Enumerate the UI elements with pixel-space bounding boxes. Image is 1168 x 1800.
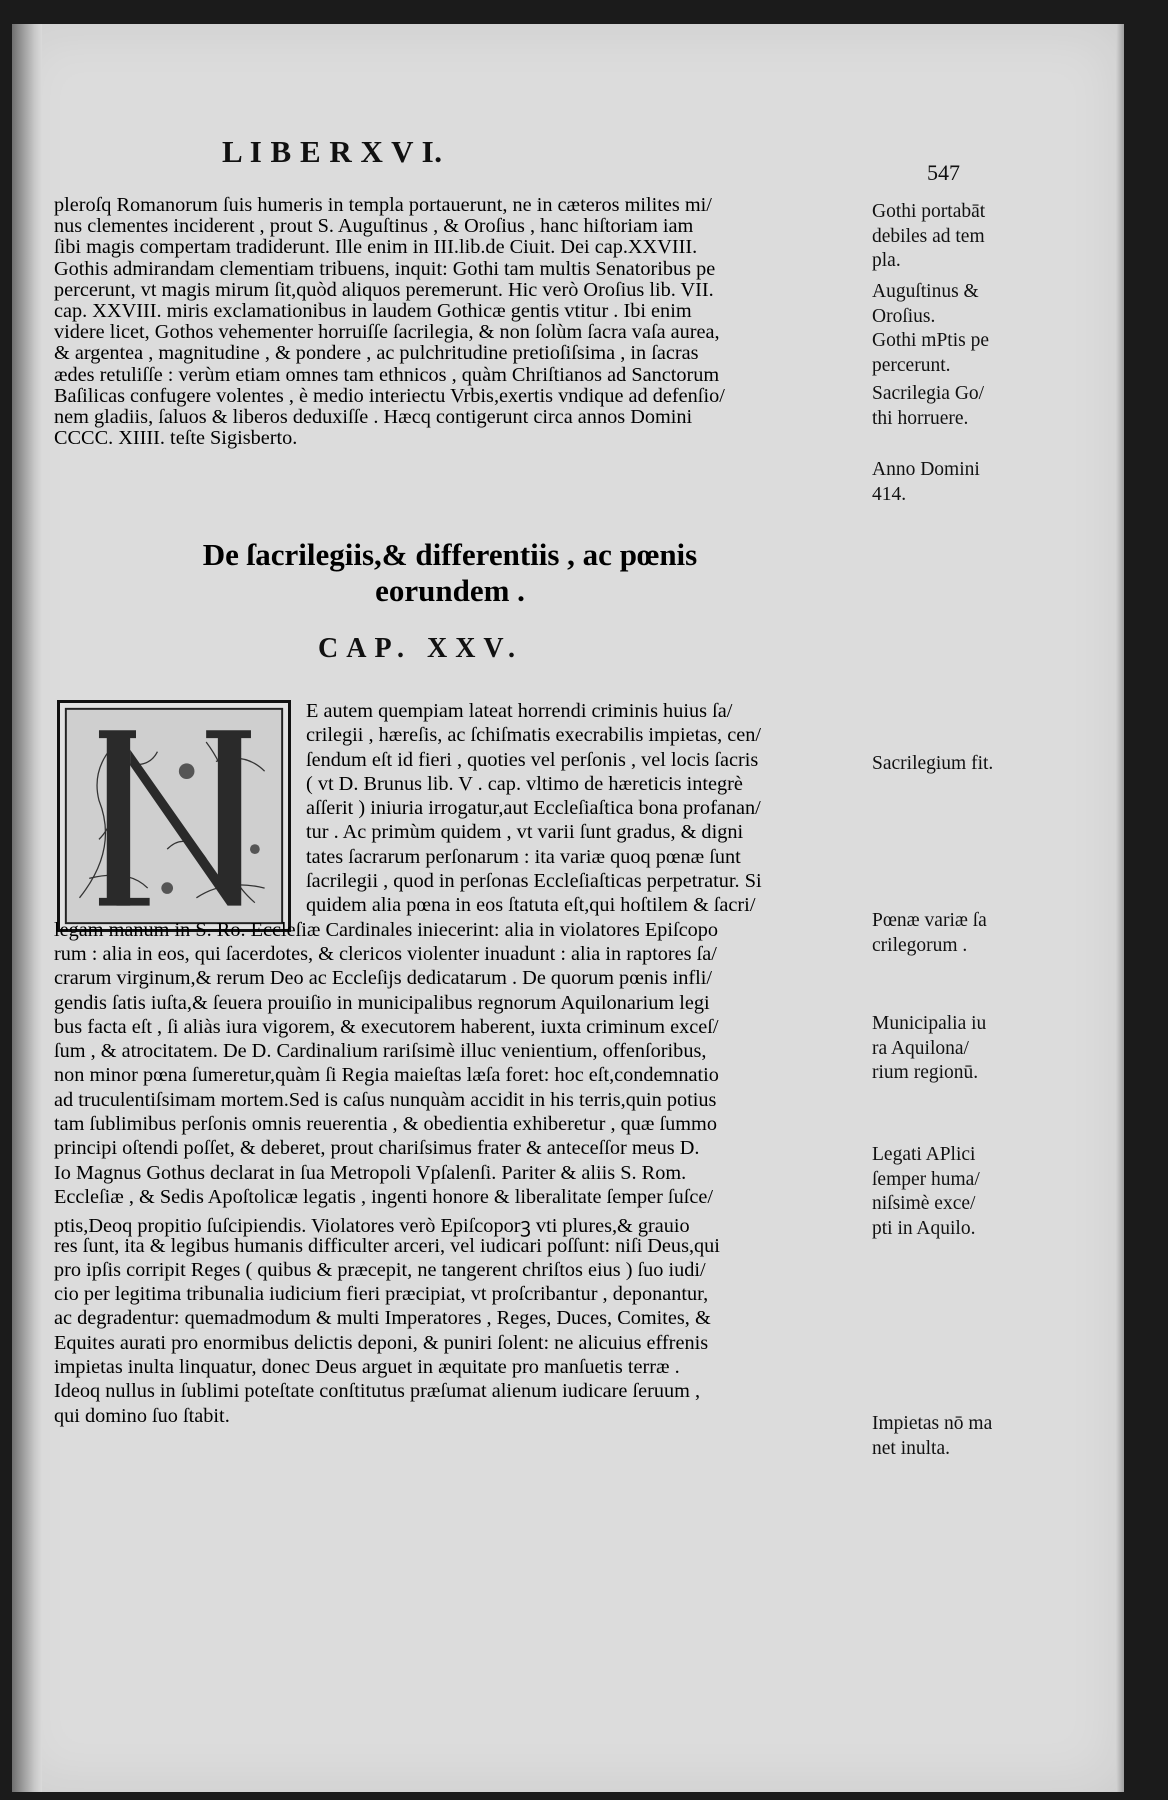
- text-line: & argentea , magnitudine , & pondere , ac pulchritudine pretioſiſsima , in ſacras: [54, 342, 699, 365]
- text-line: Gothis admirandam clementiam tribuens, inquit: Gothi tam multis Senatoribus pe: [54, 257, 716, 280]
- text-line: qui domino ſuo ſtabit.: [54, 1404, 230, 1427]
- text-line: tates ſacrarum perſonarum : ita variæ quoq pœnæ ſunt: [306, 845, 741, 868]
- text-line: cio per legitima tribunalia iudicium fieri præcipiat, vt proſcribantur , deponantur,: [54, 1283, 709, 1306]
- running-head: L I B E R X V I.: [222, 134, 443, 169]
- text-line: rum : alia in eos, qui ſacerdotes, & clericos violenter inuadunt : alia in raptores ſa/: [54, 942, 717, 965]
- text-line: crarum virginum,& rerum Deo ac Eccleſijs dedicatarum . De quorum pœnis infli/: [54, 967, 713, 990]
- margin-note-line: pti in Aquilo.: [872, 1217, 976, 1239]
- text-line: ſendum eſt id fieri , quoties vel perſonis , vel locis ſacris: [306, 748, 759, 771]
- text-line: ædes retuliſſe : verùm etiam omnes tam ethnicos , quàm Chriſtianos ad Sanctorum: [54, 363, 720, 386]
- text-line: quidem alia pœna in eos ſtatuta eſt,qui hoſtilem & ſacri/: [306, 894, 756, 917]
- margin-note-line: Anno Domini: [872, 459, 980, 480]
- text-line: CCCC. XIIII. teſte Sigisberto.: [54, 427, 298, 450]
- text-line: Baſilicas confugere volentes , è medio interiectu Vrbis,exertis vndique ad defenſio/: [54, 384, 725, 407]
- text-line: E autem quempiam lateat horrendi criminis huius ſa/: [306, 700, 733, 722]
- chapter-number: CAP. XXV.: [318, 633, 524, 664]
- text-line: Io Magnus Gothus declarat in ſua Metropoli Vpſalenſi. Pariter & aliis S. Rom.: [54, 1161, 687, 1184]
- page-edge: [1116, 24, 1124, 1792]
- margin-note-line: rium regionū.: [872, 1062, 979, 1083]
- text-line: cap. XXVIII. miris exclamationibus in laudem Gothicæ gentis vtitur . Ibi enim: [54, 299, 692, 322]
- margin-note-line: Municipalia iu: [872, 1013, 987, 1034]
- margin-note-line: Sacrilegia Go/: [872, 383, 985, 404]
- text-line: ad truculentiſsimam mortem.Sed is caſus nunquàm accidit in his terris,quin potius: [54, 1088, 717, 1111]
- margin-note-line: thi horruere.: [872, 407, 969, 429]
- margin-note: [872, 909, 987, 958]
- text-line: videre licet, Gothos vehementer horruiſſe ſacrilegia, & non ſolùm ſacra vaſa aurea,: [54, 321, 720, 344]
- margin-note: [872, 200, 985, 274]
- page-number: 547: [927, 160, 960, 185]
- margin-note-line: Pœnæ variæ ſa: [872, 910, 987, 931]
- margin-note-line: net inulta.: [872, 1437, 950, 1459]
- text-line: tam ſublimibus perſonis omnis reuerentia , & obedientia exhiberetur , quæ ſummo: [54, 1113, 717, 1136]
- text-line: crilegii , hæreſis, ac ſchiſmatis execrabilis impietas, cen/: [306, 724, 762, 747]
- margin-note-line: Gothi portabāt: [872, 201, 986, 222]
- chapter-title-line: De ſacrilegiis,& differentiis , ac pœnis: [202, 537, 698, 572]
- text-line: principi oſtendi poſſet, & deberet, prout chariſsimus frater & anteceſſor meus D.: [54, 1137, 700, 1160]
- margin-note: [872, 1012, 986, 1086]
- margin-note-line: Gothi mPtis pe: [872, 330, 990, 351]
- margin-note: [872, 458, 980, 507]
- margin-note: [872, 1412, 992, 1461]
- text-line: nus clementes inciderent , prout S. Auguſtinus , & Oroſius , hanc hiſtoriam iam: [54, 215, 694, 238]
- text-line: bus facta eſt , ſi aliàs iura vigorem, & executorem haberent, iuxta criminum exceſ/: [54, 1015, 719, 1038]
- margin-note-line: pla.: [872, 250, 901, 271]
- text-line: res ſunt, ita & legibus humanis difficulter arceri, vel iudicari poſſunt: niſi Deus,qui: [54, 1234, 720, 1257]
- margin-note-line: Auguſtinus &: [872, 281, 979, 302]
- margin-note-line: Oroſius.: [872, 305, 936, 327]
- margin-note: [872, 382, 984, 431]
- margin-note: [872, 280, 979, 329]
- text-line: pleroſq Romanorum ſuis humeris in templa portauerunt, ne in cæteros milites mi/: [54, 194, 712, 216]
- text-line: Eccleſiæ , & Sedis Apoſtolicæ legatis , ingenti honore & liberalitate ſemper ſuſce/: [54, 1185, 713, 1208]
- text-line: nem gladiis, ſaluos & liberos deduxiſſe . Hæcq contigerunt circa annos Domini: [54, 405, 693, 428]
- chapter-body: [54, 700, 874, 1429]
- text-line: ſibi magis compertam tradiderunt. Ille enim in III.lib.de Ciuit. Dei cap.XXVIII.: [54, 236, 698, 259]
- text-line: legam manum in S. Ro. Eccleſiæ Cardinales iniecerint: alia in violatores Epiſcopo: [54, 918, 719, 941]
- text-line: ptis,Deoq propitio ſuſcipiendis. Violatores verò Epiſcoporꝫ vti plures,& grauio: [54, 1215, 690, 1238]
- text-line: ſacrilegii , quod in perſonas Eccleſiaſticas perpetratur. Si: [306, 870, 762, 893]
- text-line: ( vt D. Brunus lib. V . cap. vltimo de hæreticis integrè: [306, 772, 743, 795]
- margin-note-line: ra Aquilona/: [872, 1037, 969, 1059]
- margin-note: [872, 752, 993, 777]
- top-paragraph: [54, 194, 854, 448]
- text-line: aſſerit ) iniuria irrogatur,aut Eccleſiaſtica bona profanan/: [306, 797, 761, 820]
- margin-note: [872, 1143, 980, 1241]
- margin-note-line: ſemper huma/: [872, 1168, 980, 1190]
- text-line: tur . Ac primùm quidem , vt varii ſunt gradus, & digni: [306, 821, 744, 844]
- margin-note-line: percerunt.: [872, 354, 951, 376]
- chapter-title-line: eorundem .: [375, 573, 525, 608]
- text-line: Ideoq nullus in ſublimi poteſtate conſtitutus præſumat alienum iudicare ſeruum ,: [54, 1380, 701, 1403]
- text-line: impietas inulta linquatur, donec Deus arguet in æquitate pro manſuetis terræ .: [54, 1356, 680, 1379]
- margin-note-line: Impietas nō ma: [872, 1413, 993, 1434]
- text-line: percerunt, vt magis mirum ſit,quòd aliquos peremerunt. Hic verò Oroſius lib. VII.: [54, 278, 714, 301]
- margin-note-line: Sacrilegium fit.: [872, 753, 994, 774]
- margin-note-line: 414.: [872, 483, 907, 505]
- margin-note-line: crilegorum .: [872, 934, 968, 956]
- chapter-title: [170, 537, 730, 609]
- margin-note-line: debiles ad tem: [872, 225, 985, 247]
- text-line: gendis ſatis iuſta,& ſeuera prouiſio in municipalibus regnorum Aquilonarium legi: [54, 991, 710, 1014]
- margin-note-line: niſsimè exce/: [872, 1193, 976, 1214]
- margin-note-line: Legati APlici: [872, 1144, 976, 1165]
- text-line: ac degradentur: quemadmodum & multi Imperatores , Reges, Duces, Comites, &: [54, 1307, 711, 1330]
- text-line: non minor pœna ſumeretur,quàm ſi Regia maieſtas læſa foret: hoc eſt,condemnatio: [54, 1064, 719, 1087]
- page-gutter-shadow: [12, 24, 42, 1792]
- text-line: ſum , & atrocitatem. De D. Cardinalium rariſsimè illuc venientium, offenſoribus,: [54, 1040, 707, 1063]
- margin-note: [872, 329, 989, 378]
- text-line: Equites aurati pro enormibus delictis deponi, & puniri ſolent: ne alicuius effrenis: [54, 1331, 709, 1354]
- text-line: pro ipſis corripit Reges ( quibus & præcepit, ne tangerent chriſtos eius ) ſuo iudi/: [54, 1258, 706, 1281]
